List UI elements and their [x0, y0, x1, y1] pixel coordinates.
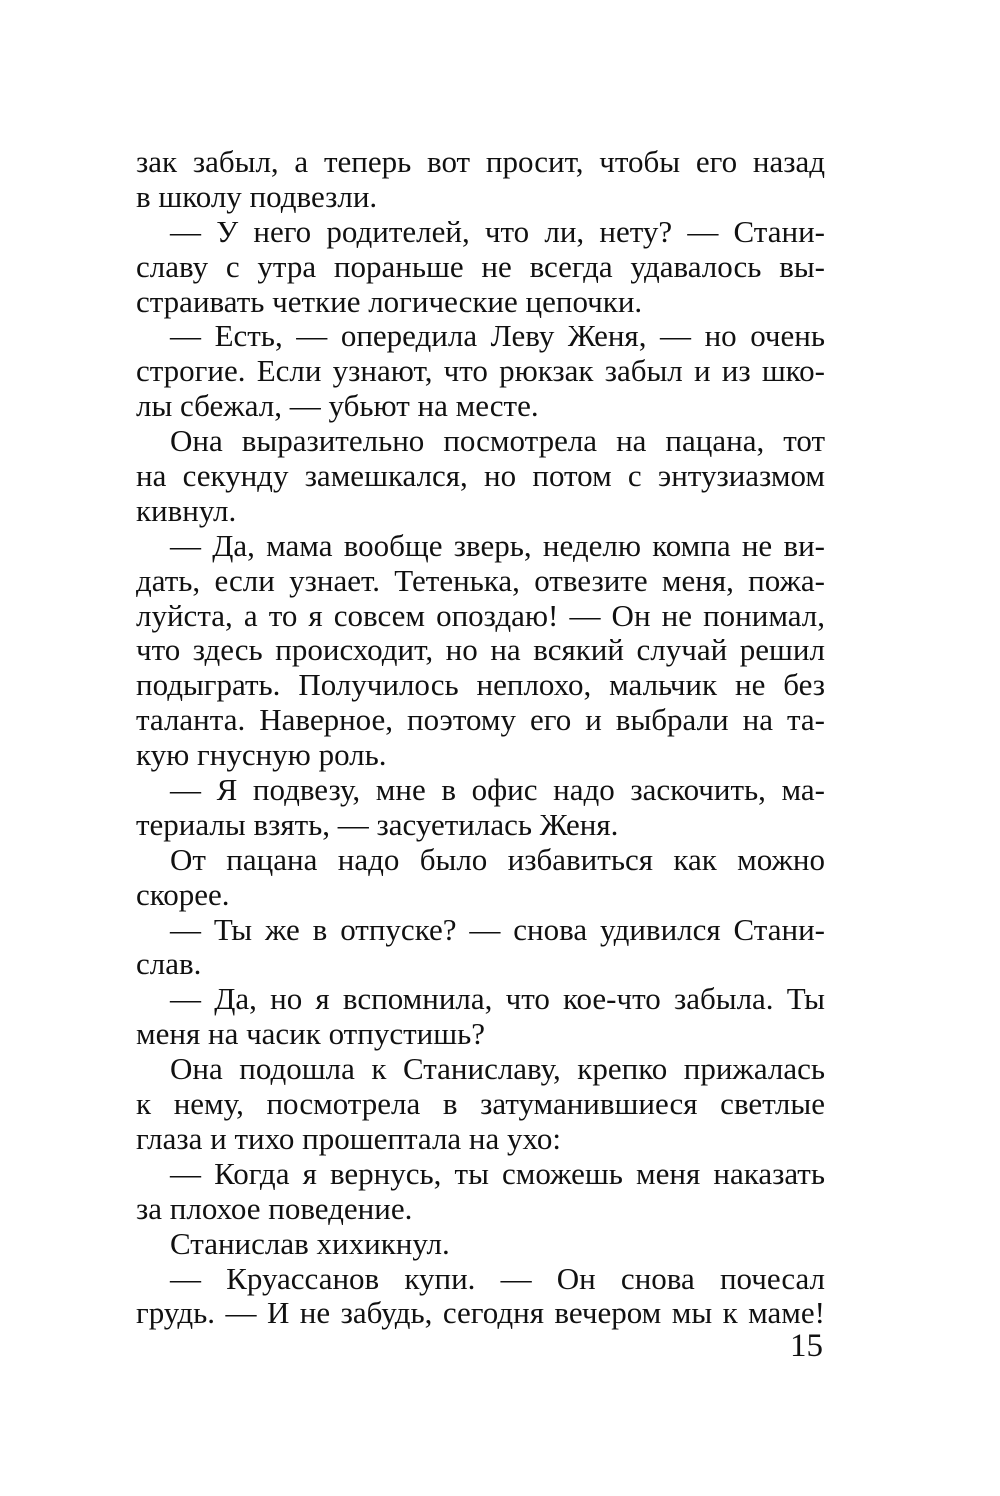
text-line: славу с утра пораньше не всегда удавалось вы- — [136, 249, 825, 284]
text-line: териалы взять, — засуетилась Женя. — [136, 807, 619, 842]
text-line: к нему, посмотрела в затуманившиеся светлые — [136, 1087, 825, 1122]
text-line: — У него родителей, что ли, нету? — Стани- — [170, 214, 825, 249]
text-line: — Есть, — опередила Леву Женя, — но очень — [170, 319, 825, 354]
text-line: за плохое поведение. — [136, 1191, 413, 1226]
text-line: От пацана надо было избавиться как можно — [170, 842, 825, 877]
text-line: меня на часик отпустишь? — [136, 1017, 485, 1052]
text-line: подыграть. Получилось неплохо, мальчик не без — [136, 668, 825, 703]
text-line: кивнул. — [136, 493, 237, 528]
text-line: что здесь происходит, но на всякий случай решил — [136, 633, 825, 668]
text-line: — Круассанов купи. — Он снова почесал — [170, 1261, 825, 1296]
text-line: глаза и тихо прошептала на ухо: — [136, 1121, 561, 1156]
text-line: строгие. Если узнают, что рюкзак забыл и из шко- — [136, 354, 825, 389]
text-line: лы сбежал, — убьют на месте. — [136, 389, 539, 424]
text-line: кую гнусную роль. — [136, 738, 387, 773]
text-line: страивать четкие логические цепочки. — [136, 284, 643, 319]
text-line: Она выразительно посмотрела на пацана, тот — [170, 424, 825, 459]
text-line: таланта. Наверное, поэтому его и выбрали на та- — [136, 703, 825, 738]
text-line: Станислав хихикнул. — [170, 1226, 450, 1261]
text-line: — Я подвезу, мне в офис надо заскочить, ма- — [170, 773, 825, 808]
text-line: дать, если узнает. Тетенька, отвезите меня, пожа- — [136, 563, 825, 598]
page-number: 15 — [790, 1328, 823, 1364]
page-body — [136, 145, 825, 1331]
text-line: — Ты же в отпуске? — снова удивился Стани- — [170, 912, 825, 947]
text-line: Она подошла к Станиславу, крепко прижалась — [170, 1052, 825, 1087]
text-line: — Да, мама вообще зверь, неделю компа не ви- — [170, 528, 825, 563]
text-line: в школу подвезли. — [136, 179, 378, 214]
text-line: — Когда я вернусь, ты сможешь меня наказать — [170, 1156, 825, 1191]
text-line: — Да, но я вспомнила, что кое-что забыла. Ты — [170, 982, 825, 1017]
text-line: зак забыл, а теперь вот просит, чтобы его назад — [136, 145, 825, 179]
text-line: скорее. — [136, 877, 230, 912]
text-line: грудь. — И не забудь, сегодня вечером мы к маме! — [136, 1296, 825, 1331]
text-line: на секунду замешкался, но потом с энтузиазмом — [136, 459, 825, 494]
text-line: луйста, а то я совсем опоздаю! — Он не понимал, — [136, 598, 825, 633]
text-line: слав. — [136, 947, 202, 982]
